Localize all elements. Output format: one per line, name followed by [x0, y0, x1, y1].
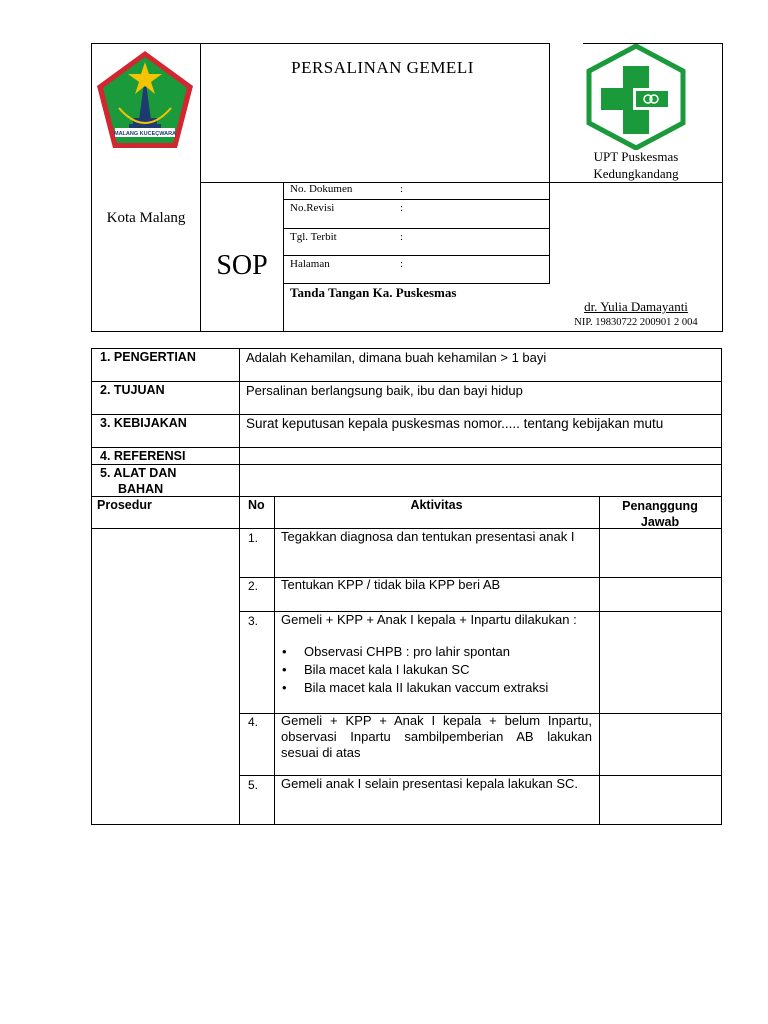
- col-line: [721, 348, 722, 825]
- step-number: 5.: [248, 778, 259, 792]
- step-text: Gemeli anak I selain presentasi kepala lakukan SC.: [281, 776, 578, 791]
- pengertian-label: 1. PENGERTIAN: [100, 350, 196, 364]
- meta-colon: :: [400, 202, 404, 214]
- row-line: [91, 496, 722, 497]
- step-number: 1.: [248, 531, 259, 545]
- step-bullet-list: [276, 643, 594, 697]
- head-nip: NIP. 19830722 200901 2 004: [574, 317, 698, 328]
- col-line: [239, 348, 240, 825]
- referensi-label: 4. REFERENSI: [100, 449, 186, 463]
- step-text: Tentukan KPP / tidak bila KPP beri AB: [281, 577, 501, 592]
- meta-colon: :: [400, 231, 404, 243]
- step-text: Gemeli + KPP + Anak I kepala + Inpartu dilakukan :: [281, 612, 577, 627]
- col-line: [599, 496, 600, 825]
- pengertian-text: Adalah Kehamilan, dimana buah kehamilan > 1 bayi: [246, 350, 547, 365]
- meta-colon: :: [400, 258, 404, 270]
- step-text: Tegakkan diagnosa dan tentukan presentasi anak I: [281, 529, 575, 544]
- row-line: [91, 414, 722, 415]
- kebijakan-label: 3. KEBIJAKAN: [100, 416, 187, 430]
- sop-label: SOP: [216, 250, 268, 281]
- meta-colon: :: [400, 183, 404, 195]
- bullet-item: • Bila macet kala I lakukan SC: [276, 661, 594, 679]
- col-line: [274, 496, 275, 825]
- meta-no-revisi: No.Revisi: [290, 202, 335, 214]
- city-name: Kota Malang: [106, 210, 186, 226]
- col-resp-header: Penanggung Jawab: [622, 499, 698, 529]
- alat-label-line2: BAHAN: [118, 482, 164, 496]
- step-number: 4.: [248, 715, 259, 729]
- bullet-item: • Observasi CHPB : pro lahir spontan: [276, 643, 594, 661]
- row-line: [91, 824, 722, 825]
- kebijakan-text: Surat keputusan kepala puskesmas nomor..... tentang kebijakan mutu: [246, 416, 664, 431]
- col-activity-header: Aktivitas: [410, 498, 463, 512]
- row-line: [91, 464, 722, 465]
- step-text: Gemeli + KPP + Anak I kepala + belum Inpartu, observasi Inpartu sambilpemberian AB lakukan sesuai di atas: [281, 713, 592, 760]
- row-line: [91, 381, 722, 382]
- row-line: [91, 348, 722, 349]
- step-number: 2.: [248, 579, 259, 593]
- row-line: [91, 447, 722, 448]
- svg-text:MALANG KUCEÇWARA: MALANG KUCEÇWARA: [113, 131, 177, 137]
- col-line: [91, 348, 92, 825]
- clinic-name: UPT Puskesmas Kedungkandang: [593, 149, 679, 181]
- tujuan-text: Persalinan berlangsung baik, ibu dan bayi hidup: [246, 383, 523, 398]
- head-name: dr. Yulia Damayanti: [584, 299, 688, 314]
- alat-label-line1: 5. ALAT DAN: [100, 466, 177, 480]
- prosedur-label: Prosedur: [97, 498, 152, 512]
- document-title: PERSALINAN GEMELI: [291, 58, 474, 77]
- bullet-item: • Bila macet kala II lakukan vaccum extraksi: [276, 679, 594, 697]
- step-number: 3.: [248, 614, 259, 628]
- meta-halaman: Halaman: [290, 258, 330, 270]
- meta-no-dokumen: No. Dokumen: [290, 183, 353, 195]
- meta-tgl-terbit: Tgl. Terbit: [290, 231, 337, 243]
- tujuan-label: 2. TUJUAN: [100, 383, 165, 397]
- signature-label: Tanda Tangan Ka. Puskesmas: [290, 285, 457, 300]
- col-no-header: No: [248, 498, 265, 512]
